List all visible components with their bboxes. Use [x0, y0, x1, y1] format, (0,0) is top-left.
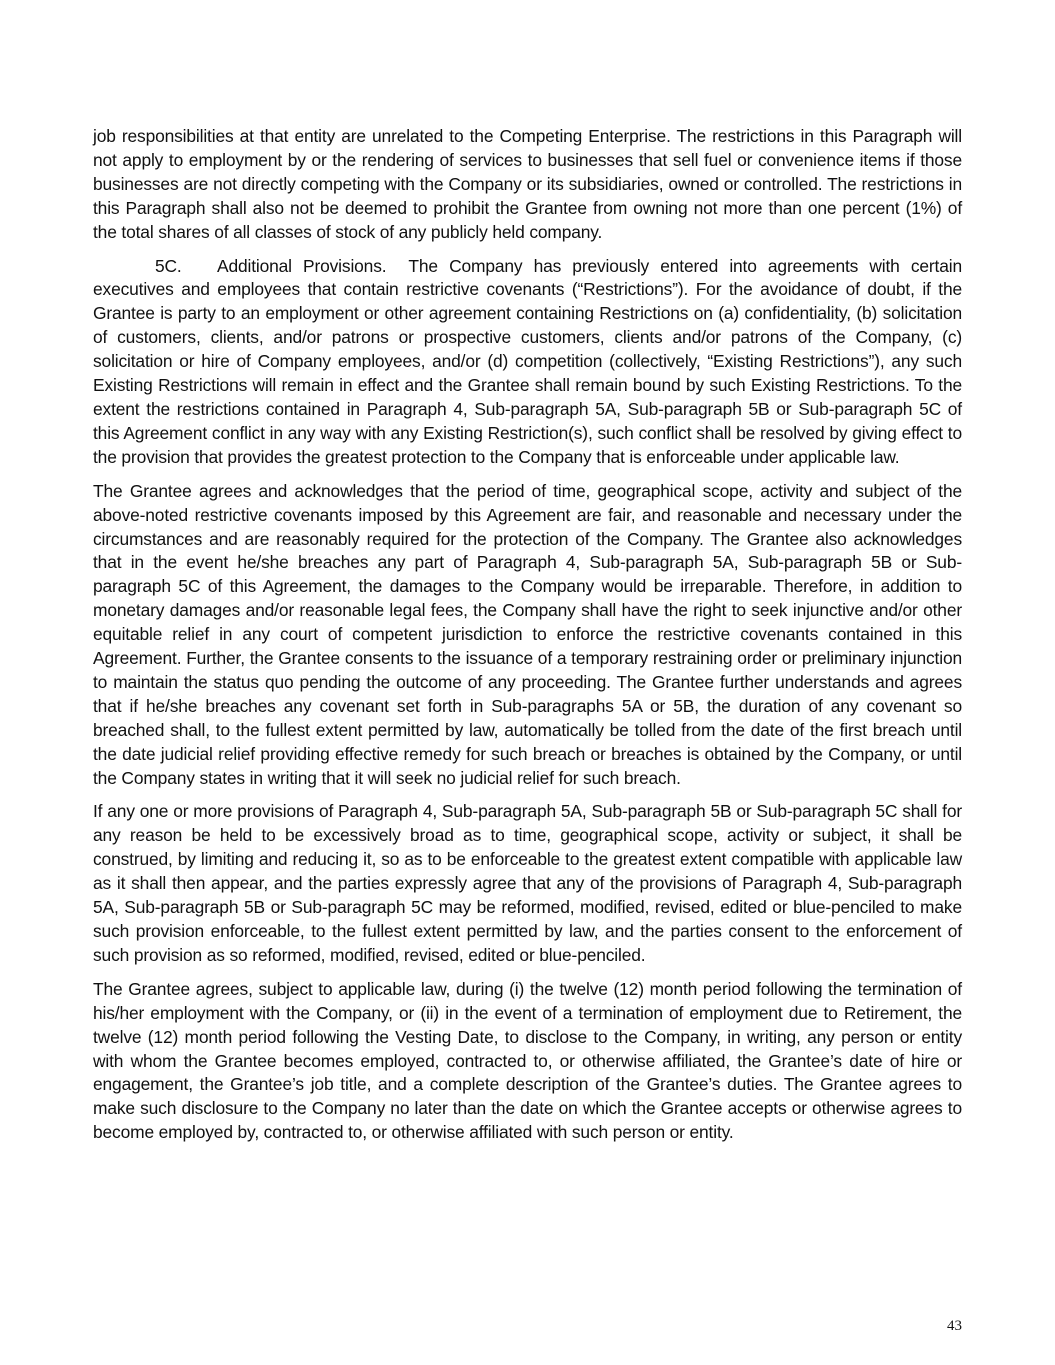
section-heading: Additional Provisions. [217, 255, 387, 276]
document-body [93, 125, 962, 1155]
paragraph-acknowledgement: The Grantee agrees and acknowledges that the period of time, geographical scope, activity and subject of the above-noted restrictive covenants imposed by this Agreement are fair, and reasonable and necessary under the circumstances and are reasonably required for the protection of the Company. The Grantee also acknowledges that in the event he/she breaches any part of Paragraph 4, Sub-paragraph 5A, Sub-paragraph 5B or Sub-paragraph 5C of this Agreement, the damages to the Company would be irreparable. Therefore, in addition to monetary damages and/or reasonable legal fees, the Company shall have the right to seek injunctive and/or other equitable relief in any court of competent jurisdiction to enforce the restrictive covenants contained in this Agreement. Further, the Grantee consents to the issuance of a temporary restraining order or preliminary injunction to maintain the status quo pending the outcome of any proceeding. The Grantee further understands and agrees that if he/she breaches any covenant set forth in Sub-paragraphs 5A or 5B, the duration of any covenant so breached shall, to the fullest extent permitted by law, automatically be tolled from the date of the first breach until the date judicial relief providing effective remedy for such breach or breaches is obtained by the Company, or until the Company states in writing that it will seek no judicial relief for such breach. [93, 480, 962, 788]
section-number: 5C. [155, 255, 182, 276]
paragraph-severability: If any one or more provisions of Paragraph 4, Sub-paragraph 5A, Sub-paragraph 5B or Sub-paragraph 5C shall for any reason be held to be excessively broad as to time, geographical scope, activity or subject, it shall be construed, by limiting and reducing it, so as to be enforceable to the greatest extent compatible with applicable law as it shall then appear, and the parties expressly agree that any of the provisions of Paragraph 4, Sub-paragraph 5A, Sub-paragraph 5B or Sub-paragraph 5C may be reformed, modified, revised, edited or blue-penciled to make such provision enforceable, to the fullest extent permitted by law, and the parties consent to the enforcement of such provision as so reformed, modified, revised, edited or blue-penciled. [93, 801, 962, 965]
paragraph-5c [93, 255, 962, 470]
page-number: 43 [947, 1318, 962, 1334]
paragraph-continuation: job responsibilities at that entity are unrelated to the Competing Enterprise. The restrictions in this Paragraph will not apply to employment by or the rendering of services to businesses that sell fuel or convenience items if those businesses are not directly competing with the Company or its subsidiaries, owned or controlled. The restrictions in this Paragraph shall also not be deemed to prohibit the Grantee from owning not more than one percent (1%) of the total shares of all classes of stock of any publicly held company. [93, 126, 962, 242]
paragraph-disclosure: The Grantee agrees, subject to applicable law, during (i) the twelve (12) month period following the termination of his/her employment with the Company, or (ii) in the event of a termination of employment due to Retirement, the twelve (12) month period following the Vesting Date, to disclose to the Company, in writing, any person or entity with whom the Grantee becomes employed, contracted to, or otherwise affiliated, the Grantee’s date of hire or engagement, the Grantee’s job title, and a complete description of the Grantee’s duties. The Grantee agrees to make such disclosure to the Company no later than the date on which the Grantee accepts or otherwise agrees to become employed by, contracted to, or otherwise affiliated with such person or entity. [93, 978, 962, 1143]
section-text: The Company has previously entered into agreements with certain executives and employees that contain restrictive covenants (“Restrictions”). For the avoidance of doubt, if the Grantee is party to an employment or other agreement containing Restrictions on (a) confidentiality, (b) solicitation of customers, clients, and/or patrons or prospective customers, clients and/or patrons of the Company, (c) solicitation or hire of Company employees, and/or (d) competition (collectively, “Existing Restrictions”), any such Existing Restrictions will remain in effect and the Grantee shall remain bound by such Existing Restrictions. To the extent the restrictions contained in Paragraph 4, Sub-paragraph 5A, Sub-paragraph 5B or Sub-paragraph 5C of this Agreement conflict in any way with any Existing Restriction(s), such conflict shall be resolved by giving effect to the provision that provides the greatest protection to the Company that is enforceable under applicable law. [93, 255, 962, 467]
